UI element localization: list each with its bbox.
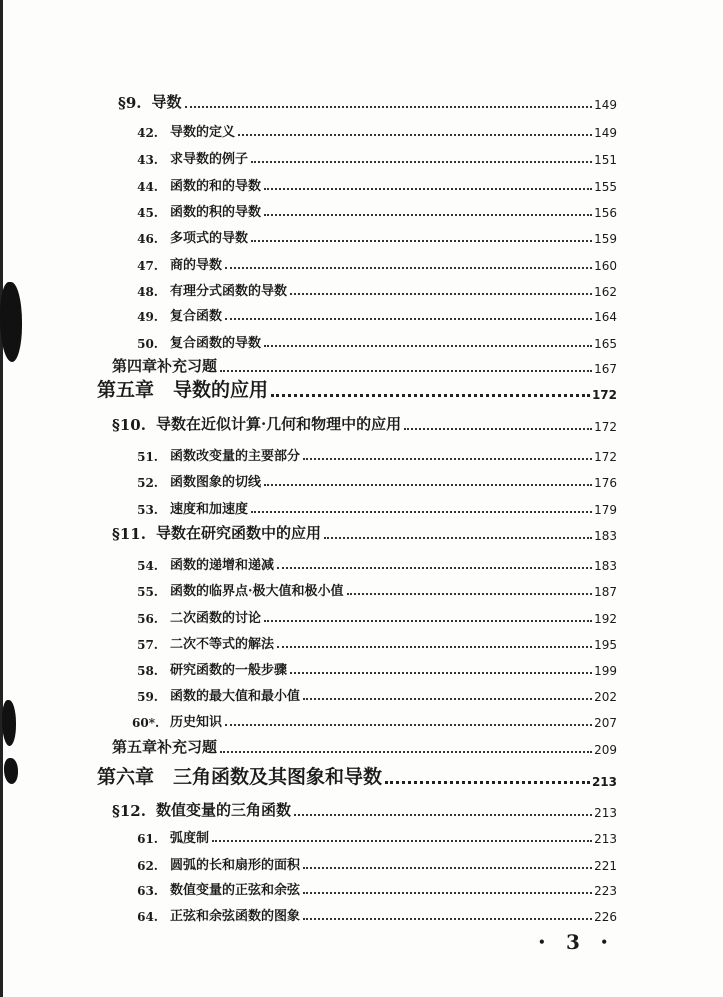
toc-title: 速度和加速度 xyxy=(170,502,249,517)
toc-entry-row xyxy=(132,327,617,351)
toc-page-number: 183 xyxy=(594,529,617,543)
toc-page-number: 221 xyxy=(594,859,617,873)
toc-title: 函数的积的导数 xyxy=(170,205,262,220)
toc-entry-row xyxy=(132,602,617,626)
toc-title: 有理分式函数的导数 xyxy=(170,284,288,299)
toc-title: 函数的最大值和最小值 xyxy=(170,689,301,704)
toc-title: 正弦和余弦函数的图象 xyxy=(170,909,301,924)
dot-leader xyxy=(264,213,592,216)
toc-entry-row xyxy=(132,275,617,299)
toc-page-number: 167 xyxy=(594,362,617,376)
toc-title: 二次函数的讨论 xyxy=(170,611,262,626)
toc-title: 历史知识 xyxy=(170,715,223,730)
dot-leader xyxy=(264,344,592,347)
toc-entry-row xyxy=(132,493,617,517)
toc-page-number: 195 xyxy=(594,638,617,652)
dot-leader xyxy=(303,917,592,920)
toc-number: 46. xyxy=(137,232,158,246)
toc-page-number: 202 xyxy=(594,690,617,704)
toc-page-number: 155 xyxy=(594,180,617,194)
toc-title: 复合函数 xyxy=(170,309,223,324)
toc-number: 64. xyxy=(137,910,158,924)
toc-title: 函数改变量的主要部分 xyxy=(170,449,301,464)
dot-leader xyxy=(185,105,593,108)
toc-supplement-row xyxy=(112,733,617,757)
toc-page-number: 213 xyxy=(591,775,617,789)
toc-number: 54. xyxy=(137,559,158,573)
toc-title: 函数的和的导数 xyxy=(170,179,262,194)
toc-page-number: 209 xyxy=(594,743,617,757)
toc-page-number: 164 xyxy=(594,310,617,324)
toc-title: 复合函数的导数 xyxy=(170,336,262,351)
toc-title: 第六章 三角函数及其图象和导数 xyxy=(97,766,383,788)
toc-entry-row xyxy=(132,822,617,846)
footer-dot: • xyxy=(538,935,546,949)
dot-leader xyxy=(212,839,592,842)
scan-left-edge xyxy=(0,0,3,997)
dot-leader xyxy=(251,239,592,242)
toc-page-number: 176 xyxy=(594,476,617,490)
toc-number: 49. xyxy=(137,310,158,324)
toc-entry-row xyxy=(132,143,617,167)
dot-leader xyxy=(264,187,592,190)
dot-leader xyxy=(251,510,592,513)
toc-entry-row xyxy=(132,170,617,194)
page-number: 3 xyxy=(566,930,580,954)
toc-title: 第五章补充习题 xyxy=(112,738,218,756)
dot-leader xyxy=(303,891,592,894)
dot-leader xyxy=(251,160,592,163)
footer-dot: • xyxy=(600,935,608,949)
toc-entry-row xyxy=(132,116,617,140)
toc-entry-row xyxy=(132,196,617,220)
toc-number: 57. xyxy=(137,638,158,652)
toc-title: 圆弧的长和扇形的面积 xyxy=(170,858,301,873)
toc-entry-row xyxy=(132,900,617,924)
toc-entry-row xyxy=(132,654,617,678)
toc-title: 导数在研究函数中的应用 xyxy=(155,524,321,542)
toc-page-number: 149 xyxy=(594,98,617,112)
toc-section-row xyxy=(112,796,617,820)
toc-title: 导数的定义 xyxy=(170,125,236,140)
toc-title: 多项式的导数 xyxy=(170,231,249,246)
toc-title: 弧度制 xyxy=(170,831,210,846)
dot-leader xyxy=(303,457,592,460)
toc-entry-row xyxy=(132,300,617,324)
toc-title: 求导数的例子 xyxy=(170,152,249,167)
toc-number: 50. xyxy=(137,337,158,351)
toc-section-row xyxy=(112,410,617,434)
toc-number: 51. xyxy=(137,450,158,464)
toc-number: 44. xyxy=(137,180,158,194)
toc-entry-row xyxy=(132,628,617,652)
toc-number: 56. xyxy=(137,612,158,626)
toc-page-number: 199 xyxy=(594,664,617,678)
toc-chapter-row xyxy=(97,765,617,789)
dot-leader xyxy=(347,592,593,595)
dot-leader xyxy=(294,813,592,816)
dot-leader xyxy=(220,369,592,372)
toc-title: 二次不等式的解法 xyxy=(170,637,275,652)
dot-leader xyxy=(225,317,592,320)
toc-page-number: 172 xyxy=(594,450,617,464)
toc-entry-row xyxy=(132,466,617,490)
toc-number: §9. xyxy=(118,94,142,112)
toc-number: 62. xyxy=(137,859,158,873)
toc-entry-row xyxy=(132,874,617,898)
dot-leader xyxy=(404,427,592,430)
dot-leader xyxy=(324,536,592,539)
toc-number: 59. xyxy=(137,690,158,704)
toc-title: 数值变量的三角函数 xyxy=(155,801,291,819)
toc-page-number: 213 xyxy=(594,806,617,820)
toc-page-number: 192 xyxy=(594,612,617,626)
toc-page-number: 187 xyxy=(594,585,617,599)
toc-number: 60*. xyxy=(132,716,160,730)
toc-page-number: 162 xyxy=(594,285,617,299)
toc-title: 函数图象的切线 xyxy=(170,475,262,490)
dot-leader xyxy=(225,266,592,269)
toc-title: 函数的递增和递减 xyxy=(170,558,275,573)
dot-leader xyxy=(277,566,592,569)
toc-page-number: 172 xyxy=(594,420,617,434)
dot-leader xyxy=(290,671,592,674)
toc-number: §11. xyxy=(112,525,146,543)
dot-leader xyxy=(271,393,590,397)
toc-entry-row xyxy=(132,249,617,273)
toc-number: 45. xyxy=(137,206,158,220)
toc-chapter-row xyxy=(97,378,617,402)
toc-number: 58. xyxy=(137,664,158,678)
toc-title: 研究函数的一般步骤 xyxy=(170,663,288,678)
dot-leader xyxy=(303,697,592,700)
toc-page-number: 223 xyxy=(594,884,617,898)
toc-supplement-row xyxy=(112,352,617,376)
toc-number: 48. xyxy=(137,285,158,299)
toc-number: 43. xyxy=(137,153,158,167)
toc-page-number: 213 xyxy=(594,832,617,846)
toc-page-number: 172 xyxy=(591,388,617,402)
toc-entry-row xyxy=(132,549,617,573)
toc-number: 42. xyxy=(137,126,158,140)
dot-leader xyxy=(290,292,592,295)
toc-entry-row xyxy=(132,222,617,246)
toc-page-number: 149 xyxy=(594,126,617,140)
toc-title: 导数 xyxy=(151,93,182,111)
scan-blot xyxy=(0,282,22,362)
dot-leader xyxy=(225,723,592,726)
toc-entry-row xyxy=(132,849,617,873)
toc-section-row xyxy=(112,519,617,543)
toc-number: §10. xyxy=(112,416,146,434)
toc-title: 导数在近似计算·几何和物理中的应用 xyxy=(155,415,402,433)
toc-number: 55. xyxy=(137,585,158,599)
dot-leader xyxy=(303,866,592,869)
toc-number: 52. xyxy=(137,476,158,490)
toc-page-number: 179 xyxy=(594,503,617,517)
scan-blot xyxy=(2,700,16,746)
toc-entry-row xyxy=(132,575,617,599)
toc-page-number: 226 xyxy=(594,910,617,924)
toc-page-number: 183 xyxy=(594,559,617,573)
dot-leader xyxy=(264,483,592,486)
toc-title: 第四章补充习题 xyxy=(112,357,218,375)
toc-page-number: 160 xyxy=(594,259,617,273)
toc-number: 61. xyxy=(137,832,158,846)
toc-page-number: 207 xyxy=(594,716,617,730)
dot-leader xyxy=(238,133,592,136)
toc-number: 53. xyxy=(137,503,158,517)
toc-page-number: 159 xyxy=(594,232,617,246)
toc-number: 63. xyxy=(137,884,158,898)
dot-leader xyxy=(277,645,592,648)
toc-number: §12. xyxy=(112,802,146,820)
toc-title: 数值变量的正弦和余弦 xyxy=(170,883,301,898)
toc-section-row xyxy=(118,88,617,112)
dot-leader xyxy=(220,750,592,753)
toc-title: 第五章 导数的应用 xyxy=(97,379,269,401)
toc-title: 商的导数 xyxy=(170,258,223,273)
dot-leader xyxy=(385,780,590,784)
dot-leader xyxy=(264,619,592,622)
toc-page-number: 156 xyxy=(594,206,617,220)
toc-page-number: 165 xyxy=(594,337,617,351)
toc-title: 函数的临界点·极大值和极小值 xyxy=(170,584,344,599)
toc-number: 47. xyxy=(137,259,158,273)
toc-entry-row xyxy=(132,680,617,704)
toc-page-number: 151 xyxy=(594,153,617,167)
toc-entry-row xyxy=(132,706,617,730)
scan-blot xyxy=(4,758,18,784)
page-footer xyxy=(538,930,608,954)
toc-entry-row xyxy=(132,440,617,464)
